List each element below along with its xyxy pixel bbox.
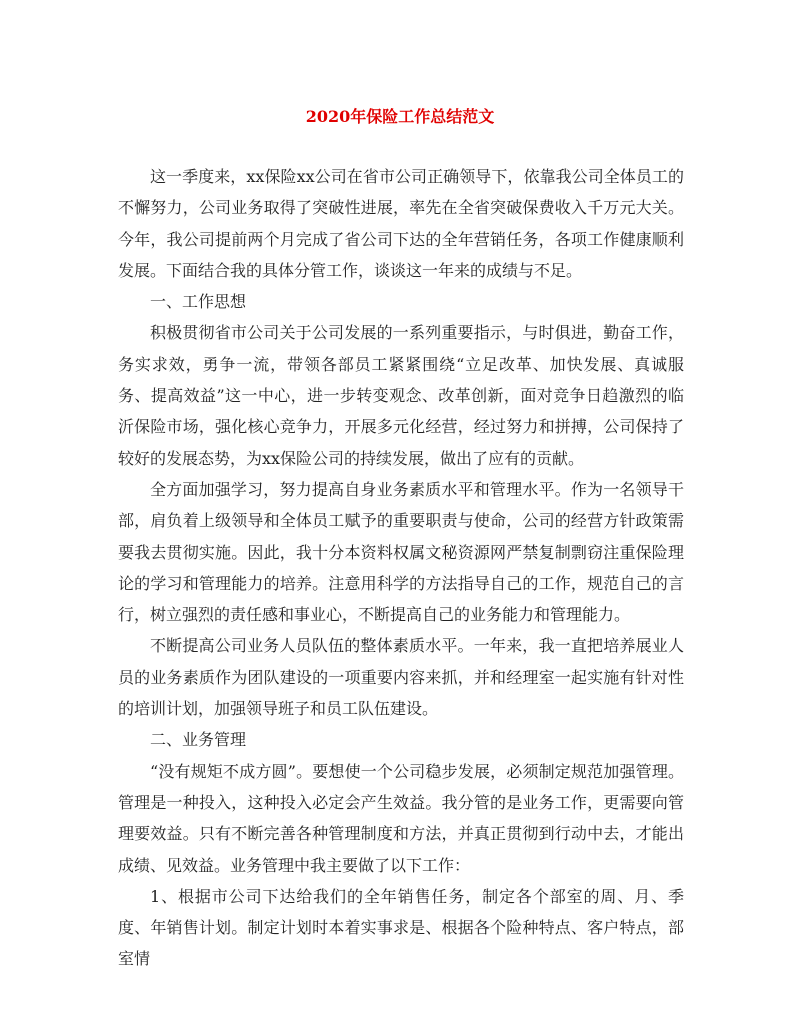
paragraph-team-quality: 不断提高公司业务人员队伍的整体素质水平。一年来，我一直把培养展业人员的业务素质作为团队建设的一项重要内容来抓，并和经理室一起实施有针对性的培训计划，加强领导班子和员工队伍建设。 (118, 636, 684, 719)
paragraph-study: 全方面加强学习，努力提高自身业务素质水平和管理水平。作为一名领导干部，肩负着上级领导和全体员工赋予的重要职责与使命，公司的经营方针政策需要我去贯彻实施。因此，我十分本资料权属文秘资源网严禁复制剽窃注重保险理论的学习和管理能力的培养。注意用科学的方法指导自己的工作，规范自己的言行，树立强烈的责任感和事业心，不断提高自己的业务能力和管理能力。 (118, 479, 684, 625)
paragraph-work-thinking: 积极贯彻省市公司关于公司发展的一系列重要指示，与时俱进，勤奋工作，务实求效，勇争一流，带领各部员工紧紧围绕“立足改革、加快发展、真诚服务、提高效益”这一中心，进一步转变观念、改革创新，面对竞争日趋激烈的临沂保险市场，强化核心竞争力，开展多元化经营，经过努力和拼搏，公司保持了较好的发展态势，为xx保险公司的持续发展，做出了应有的贡献。 (118, 323, 684, 468)
paragraph-sales-plan: 1、根据市公司下达给我们的全年销售任务，制定各个部室的周、月、季度、年销售计划。制定计划时本着实事求是、根据各个险种特点、客户特点，部室情 (118, 886, 684, 969)
section-heading-business-management: 二、业务管理 (150, 730, 247, 750)
document-title: 2020年保险工作总结范文 (305, 107, 495, 126)
section-heading-work-thinking: 一、工作思想 (150, 292, 247, 312)
paragraph-intro: 这一季度来，xx保险xx公司在省市公司正确领导下，依靠我公司全体员工的不懈努力，公司业务取得了突破性进展，率先在全省突破保费收入千万元大关。今年，我公司提前两个月完成了省公司下达的全年营销任务，各项工作健康顺利发展。下面结合我的具体分管工作，谈谈这一年来的成绩与不足。 (118, 167, 684, 280)
document-body (118, 161, 684, 975)
paragraph-management: “没有规矩不成方圆”。要想使一个公司稳步发展，必须制定规范加强管理。管理是一种投入，这种投入必定会产生效益。我分管的是业务工作，更需要向管理要效益。只有不断完善各种管理制度和方法，并真正贯彻到行动中去，才能出成绩、见效益。业务管理中我主要做了以下工作： (118, 761, 684, 875)
